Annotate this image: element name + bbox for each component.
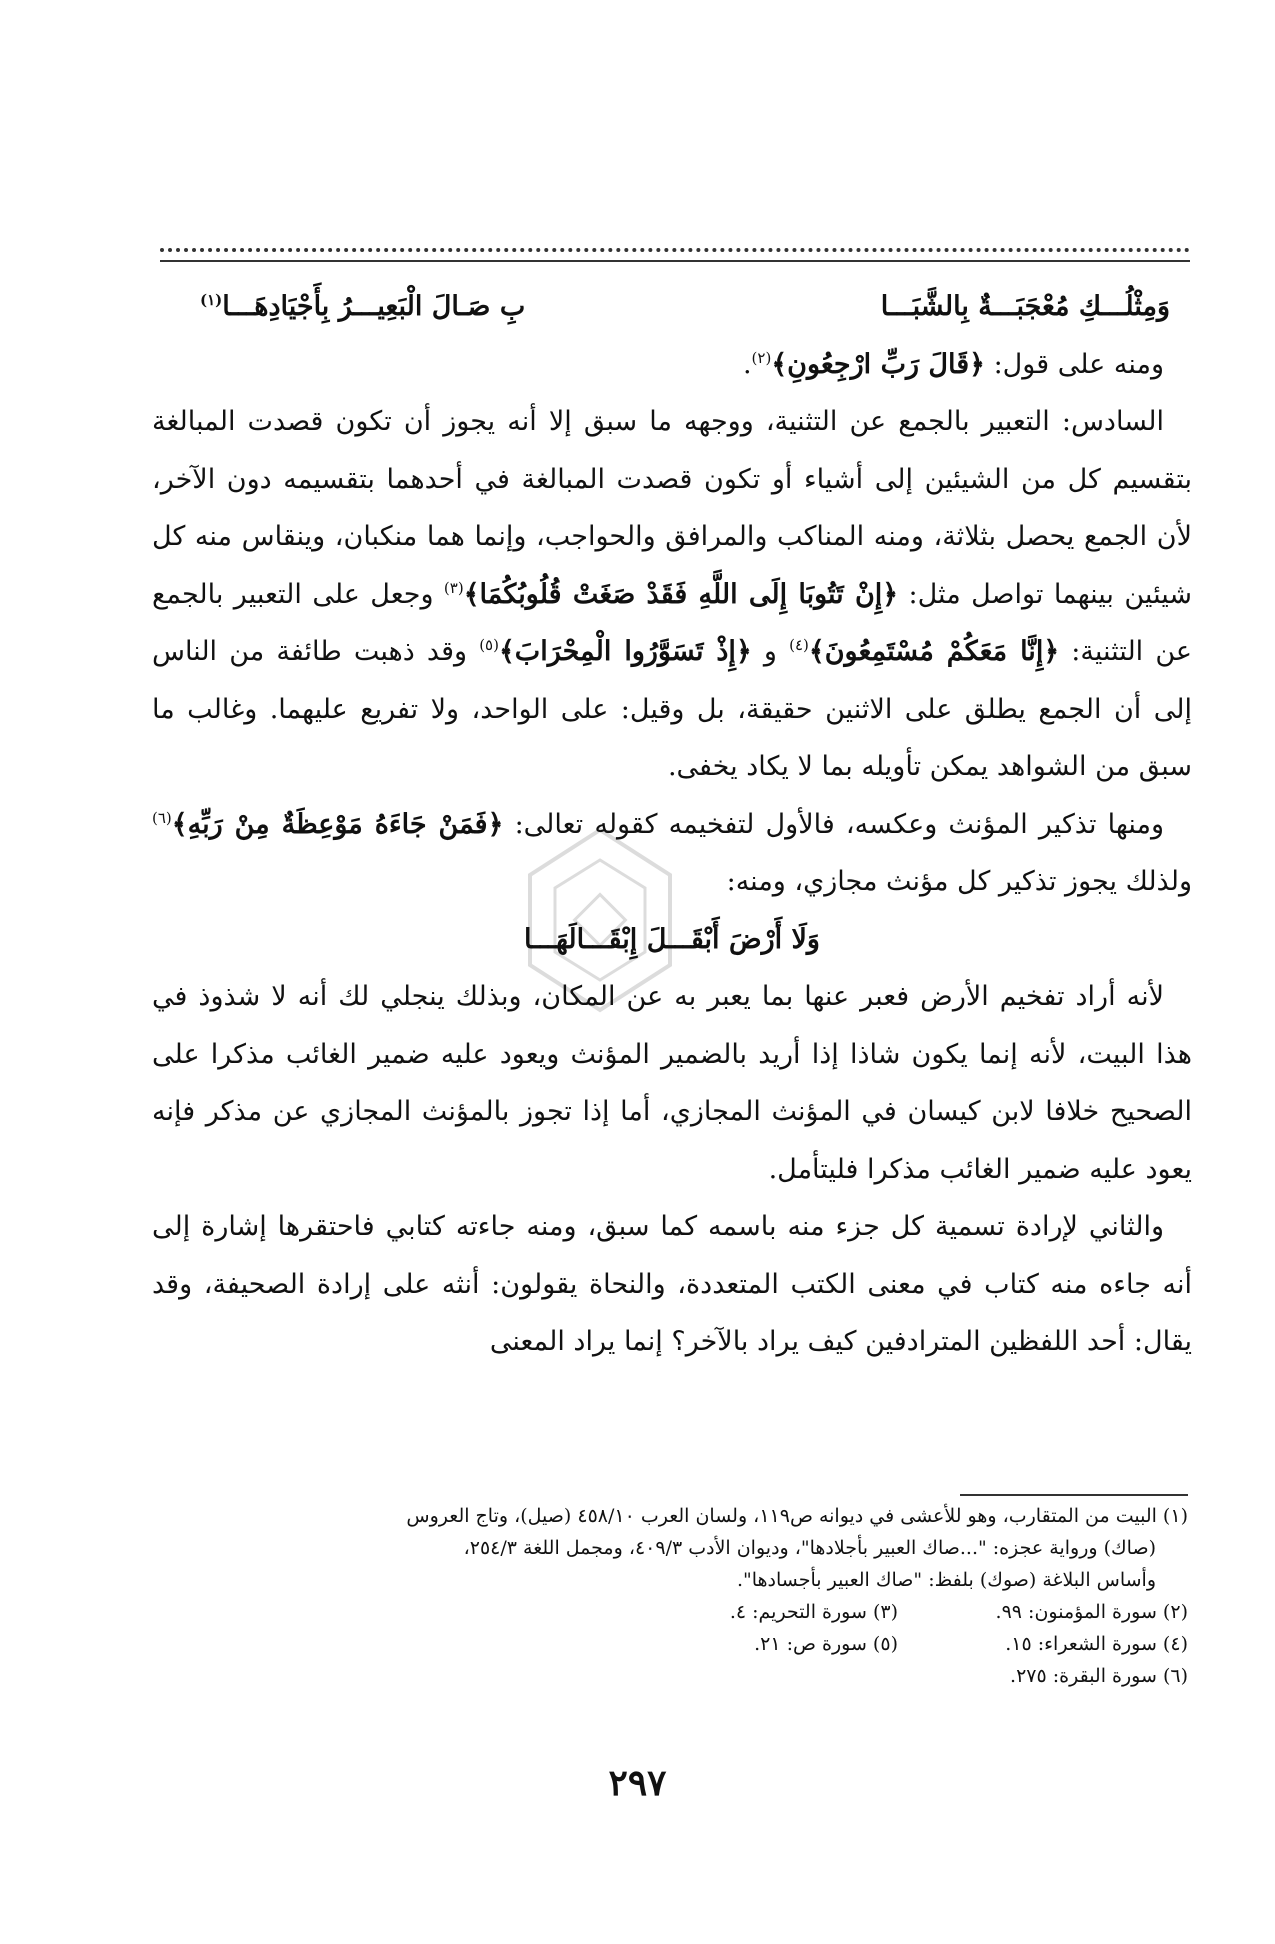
header-dotted-rule xyxy=(160,248,1190,252)
paragraph-2 xyxy=(152,393,1192,796)
footnote-1-continued: (صاك) ورواية عجزه: "...صاك العبير بأجلادها"، وديوان الأدب ٤٠٩/٣، ومجمل اللغة ٢٥٤/٣، xyxy=(463,1537,1156,1559)
p2-text-a: السادس: التعبير بالجمع عن التثنية، ووجهه ما سبق إلا أنه يجوز أن تكون قصدت المبالغة بتقسيم كل من الشيئين إلى أشياء أو تكون قصدت المبالغة في أحدهما بتقسيمه دون الآخر، لأن الجمع يحصل بثلاثة، ومنه المناكب والمرافق والحواجب، وإنما هما منكبان، وينقاس منه كل شيئين بينهما تواصل مثل: xyxy=(152,406,1192,610)
poetry-verse-2: وَلَا أَرْضَ أَبْقَـــلَ إِبْقَـــالَهَـــا xyxy=(524,923,820,955)
footnote-ref-3: (٣) xyxy=(443,578,464,597)
footnote-ref-6: (٦) xyxy=(152,808,172,827)
footnote-separator xyxy=(960,1494,1188,1496)
p2-text-d: وقد ذهبت طائفة من الناس إلى أن الجمع يطلق على الاثنين حقيقة، بل وقيل: على الواحد، ولا تفريع عليهما. وغالب ما سبق من الشواهد يمكن تأويله بما لا يكاد يخفى. xyxy=(152,636,1192,782)
p2-text-b: وجعل على التعبير بالجمع عن التثنية: xyxy=(152,578,1192,667)
poetry-verse-1 xyxy=(152,278,1192,336)
quran-quote-3: ﴿إِنَّا مَعَكُمْ مُسْتَمِعُونَ﴾ xyxy=(808,636,1060,667)
paragraph-1 xyxy=(152,336,1192,394)
footnotes xyxy=(152,1500,1188,1692)
footnote-2: (٢) سورة المؤمنون: ٩٩. xyxy=(995,1601,1188,1623)
verse-1-second-hemistich xyxy=(200,278,525,336)
footnote-ref-2: (٢) xyxy=(751,348,772,367)
footnote-ref-4: (٤) xyxy=(789,636,809,654)
footnote-ref-5: (٥) xyxy=(479,636,499,654)
header-solid-rule xyxy=(160,260,1190,262)
verse-1-first-hemistich: وَمِثْلُـــكِ مُعْجَبَـــةٌ بِالشَّبَـــا xyxy=(880,291,1170,322)
p1-text-b: . xyxy=(742,348,752,380)
quran-quote-5: ﴿فَمَنْ جَاءَهُ مَوْعِظَةٌ مِنْ رَبِّهِ﴾ xyxy=(171,808,504,840)
footnote-row-2 xyxy=(152,1628,1188,1660)
paragraph-3 xyxy=(152,796,1192,911)
footnote-6: (٦) سورة البقرة: ٢٧٥. xyxy=(1010,1665,1188,1687)
footnote-5: (٥) سورة ص: ٢١. xyxy=(754,1633,898,1655)
p3-text-b: ولذلك يجوز تذكير كل مؤنث مجازي، ومنه: xyxy=(726,866,1192,897)
footnote-row-3 xyxy=(152,1660,1188,1692)
paragraph-4: لأنه أراد تفخيم الأرض فعبر عنها بما يعبر به عن المكان، وبذلك ينجلي لك أنه لا شذوذ في هذا البيت، لأنه إنما يكون شاذا إذا أريد بالضمير المؤنث ويعود عليه ضمير الغائب مذكرا على الصحيح خلافا لابن كيسان في المؤنث المجازي، أما إذا تجوز بالمؤنث المجازي عن مذكر فإنه يعود عليه ضمير الغائب مذكرا فليتأمل. xyxy=(152,981,1192,1185)
quran-quote-4: ﴿إِذْ تَسَوَّرُوا الْمِحْرَابَ﴾ xyxy=(498,636,752,667)
p1-text-a: ومنه على قول: xyxy=(985,348,1164,380)
footnote-1: (١) البيت من المتقارب، وهو للأعشى في ديوانه ص١١٩، ولسان العرب ٤٥٨/١٠ (صيل)، وتاج العروس xyxy=(406,1505,1188,1527)
quran-quote-1: ﴿قَالَ رَبِّ ارْجِعُونِ﴾ xyxy=(771,348,985,380)
verse-1-second-hemistich-text: بِ صَـالَ الْبَعِيـــرُ بِأَجْيَادِهَـــا xyxy=(222,291,526,322)
p3-text-a: ومنها تذكير المؤنث وعكسه، فالأول لتفخيمه كقوله تعالى: xyxy=(503,808,1164,840)
page-number: ٢٩٧ xyxy=(608,1762,667,1804)
footnote-4: (٤) سورة الشعراء: ١٥. xyxy=(1005,1633,1188,1655)
footnote-ref-1: (١) xyxy=(200,291,223,309)
p2-text-c: و xyxy=(751,636,790,667)
footnote-row-1 xyxy=(152,1596,1188,1628)
quran-quote-2: ﴿إِنْ تَتُوبَا إِلَى اللَّهِ فَقَدْ صَغَتْ قُلُوبُكُمَا﴾ xyxy=(463,578,899,610)
main-text xyxy=(152,278,1192,1371)
paragraph-5: والثاني لإرادة تسمية كل جزء منه باسمه كما سبق، ومنه جاءته كتابي فاحتقرها إشارة إلى أنه جاءه منه كتاب في معنى الكتب المتعددة، والنحاة يقولون: أنثه على إرادة الصحيفة، وقد يقال: أحد اللفظين المترادفين كيف يراد بالآخر؟ إنما يراد المعنى xyxy=(152,1211,1192,1357)
footnote-1-continued-2: وأساس البلاغة (صوك) بلفظ: "صاك العبير بأجسادها". xyxy=(736,1569,1156,1591)
footnote-3: (٣) سورة التحريم: ٤. xyxy=(729,1601,898,1623)
